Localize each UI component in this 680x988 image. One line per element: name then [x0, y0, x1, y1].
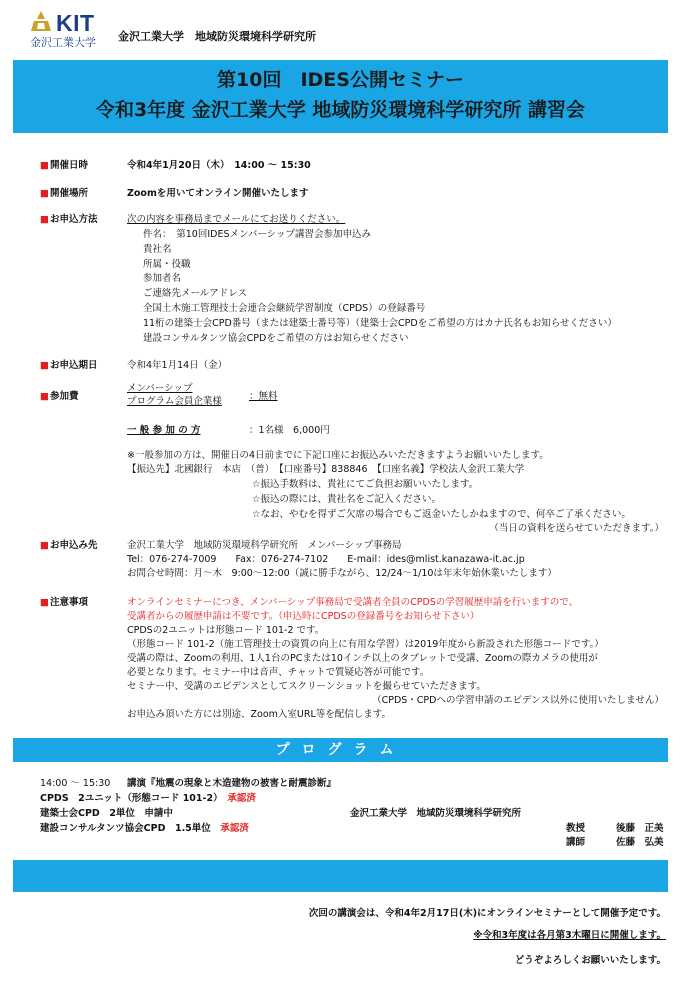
footer-schedule: ※令和3年度は各月第3木曜日に開催します。 [473, 930, 666, 941]
apply-items [143, 228, 617, 346]
apply-item: 建設コンサルタンツ協会CPDをご希望の方はお知らせください [143, 332, 409, 344]
fee-member-amount: ：無料 [249, 391, 278, 402]
logo-subtext: 金沢工業大学 [30, 36, 96, 49]
apply-item: 11桁の建築士会CPD番号（または建築士番号等）（建築士会CPDをご希望の方はカナ氏名もお知らせください） [143, 317, 617, 329]
contact-label: ■お申込み先 [40, 540, 98, 551]
notes-line7: セミナー中、受講のエビデンスとしてスクリーンショットを撮らせていただきます。 [127, 681, 486, 692]
logo-text: KIT [56, 10, 95, 36]
notes-label: ■注意事項 [40, 597, 88, 608]
contact-line2: Tel：076-274-7009 Fax：076-274-7102 E-mail：ides@mlist.kanazawa-it.ac.jp [127, 554, 525, 565]
lecturer1-name: 後藤 正美 [616, 823, 664, 834]
fee-label: ■参加費 [40, 391, 79, 402]
fee-note3: ☆振込の際には、貴社名をご記入ください。 [252, 494, 442, 505]
date-label: ■開催日時 [40, 160, 88, 171]
consul-status: 承認済 [220, 823, 249, 834]
venue-value: Zoomを用いてオンライン開催いたします [127, 188, 309, 199]
program-bar [13, 738, 668, 762]
fee-note1: ※一般参加の方は、開催日の4日前までに下記口座にお振込みいただきますようお願いいたします。 [127, 450, 549, 461]
fee-general-amount: ：1名様 6,000円 [249, 425, 330, 436]
program-lecture: 講演『地震の現象と木造建物の被害と耐震診断』 [127, 778, 337, 789]
lecturer2-name: 佐藤 弘美 [616, 837, 664, 848]
fee-note5: （当日の資料を送らせていただきます。） [489, 523, 664, 534]
program-title: プログラム [275, 742, 406, 758]
notes-line8: （CPDS・CPDへの学習申請のエビデンス以外に使用いたしません） [372, 695, 664, 706]
apply-item: 件名： 第10回IDESメンバーシップ講習会参加申込み [143, 229, 371, 240]
header-org: 金沢工業大学 地域防災環境科学研究所 [118, 30, 316, 43]
apply-label: ■お申込方法 [40, 214, 98, 225]
banner-title-line1: 第10回 IDES公開セミナー [217, 69, 464, 91]
notes-line5: 受講の際は、Zoomの利用、1人1台のPCまたは10インチ以上のタブレットで受講、Zoomの際カメラの使用が [127, 653, 598, 664]
bottom-bar [13, 860, 668, 892]
kit-logo [30, 8, 110, 58]
kit-emblem-icon [30, 10, 52, 32]
notes-line3: CPDSの2ユニットは形態コード 101-2 です。 [127, 625, 325, 636]
deadline-label: ■お申込期日 [40, 360, 98, 371]
notes-red1: オンラインセミナーにつき、メンバーシップ事務局で受講者全員のCPDSの学習履歴申請を行いますので、 [127, 597, 579, 608]
date-value: 令和4年1月20日（木） 14:00 ～ 15:30 [127, 160, 311, 171]
program-kenchiku: 建築士会CPD 2単位 申請中 [40, 808, 173, 819]
contact-line3: お問合せ時間：月～木 9:00～12:00（誠に勝手ながら、12/24～1/10は年末年始休業いたします） [127, 568, 557, 579]
apply-item: 所属・役職 [143, 258, 191, 270]
fee-general-label: 一 般 参 加 の 方 [127, 425, 201, 436]
venue-label: ■開催場所 [40, 188, 88, 199]
lecturer-affiliation: 金沢工業大学 地域防災環境科学研究所 [350, 808, 522, 819]
notes-line6: 必要となります。セミナー中は音声、チャットで質疑応答が可能です。 [127, 667, 430, 678]
fee-note2: ☆振込手数料は、貴社にてご負担お願いいたします。 [252, 479, 479, 490]
apply-item: 参加者名 [143, 273, 182, 285]
deadline-value: 令和4年1月14日（金） [127, 360, 228, 371]
program-time: 14:00 ～ 15:30 [40, 778, 111, 789]
cpds-status: 承認済 [227, 793, 256, 804]
notes-line4: （形態コード 101-2（施工管理技士の資質の向上に有用な学習）は2019年度から新設された形態コードです。） [127, 639, 604, 650]
notes-red2: 受講者からの履歴申請は不要です。（申込時にCPDSの登録番号をお知らせ下さい） [127, 611, 480, 622]
fee-member-line1: メンバーシップ [127, 383, 193, 394]
fee-note4: ☆なお、やむを得ずご欠席の場合でもご返金いたしかねますので、何卒ご了承ください。 [252, 509, 631, 520]
fee-bank: 【振込先】北國銀行 本店 （普） 【口座番号】838846 【口座名義】学校法人金沢工業大学 [127, 464, 525, 475]
fee-member-line2: プログラム会員企業様 [127, 396, 222, 407]
banner-title-line2: 令和3年度 金沢工業大学 地域防災環境科学研究所 講習会 [95, 99, 586, 121]
apply-item: 全国土木施工管理技士会連合会継続学習制度（CPDS）の登録番号 [143, 302, 426, 314]
lecturer2-title: 講師 [566, 837, 586, 848]
program-consul: 建設コンサルタンツ協会CPD 1.5単位 承認済 [40, 823, 249, 834]
title-banner [13, 60, 668, 133]
apply-intro: 次の内容を事務局までメールにてお送りください。 [127, 214, 346, 225]
footer-regards: どうぞよろしくお願いいたします。 [514, 955, 666, 966]
apply-item: ご連絡先メールアドレス [143, 288, 248, 300]
notes-line9: お申込み頂いた方には別途、Zoom入室URL等を配信します。 [127, 709, 391, 720]
lecturer1-title: 教授 [566, 823, 586, 834]
apply-item: 貴社名 [143, 243, 172, 255]
program-cpds: CPDS 2ユニット（形態コード 101-2） 承認済 [40, 793, 256, 804]
footer-next: 次回の講演会は、令和4年2月17日(木)にオンラインセミナーとして開催予定です。 [308, 908, 666, 919]
contact-line1: 金沢工業大学 地域防災環境科学研究所 メンバーシップ事務局 [127, 540, 402, 551]
